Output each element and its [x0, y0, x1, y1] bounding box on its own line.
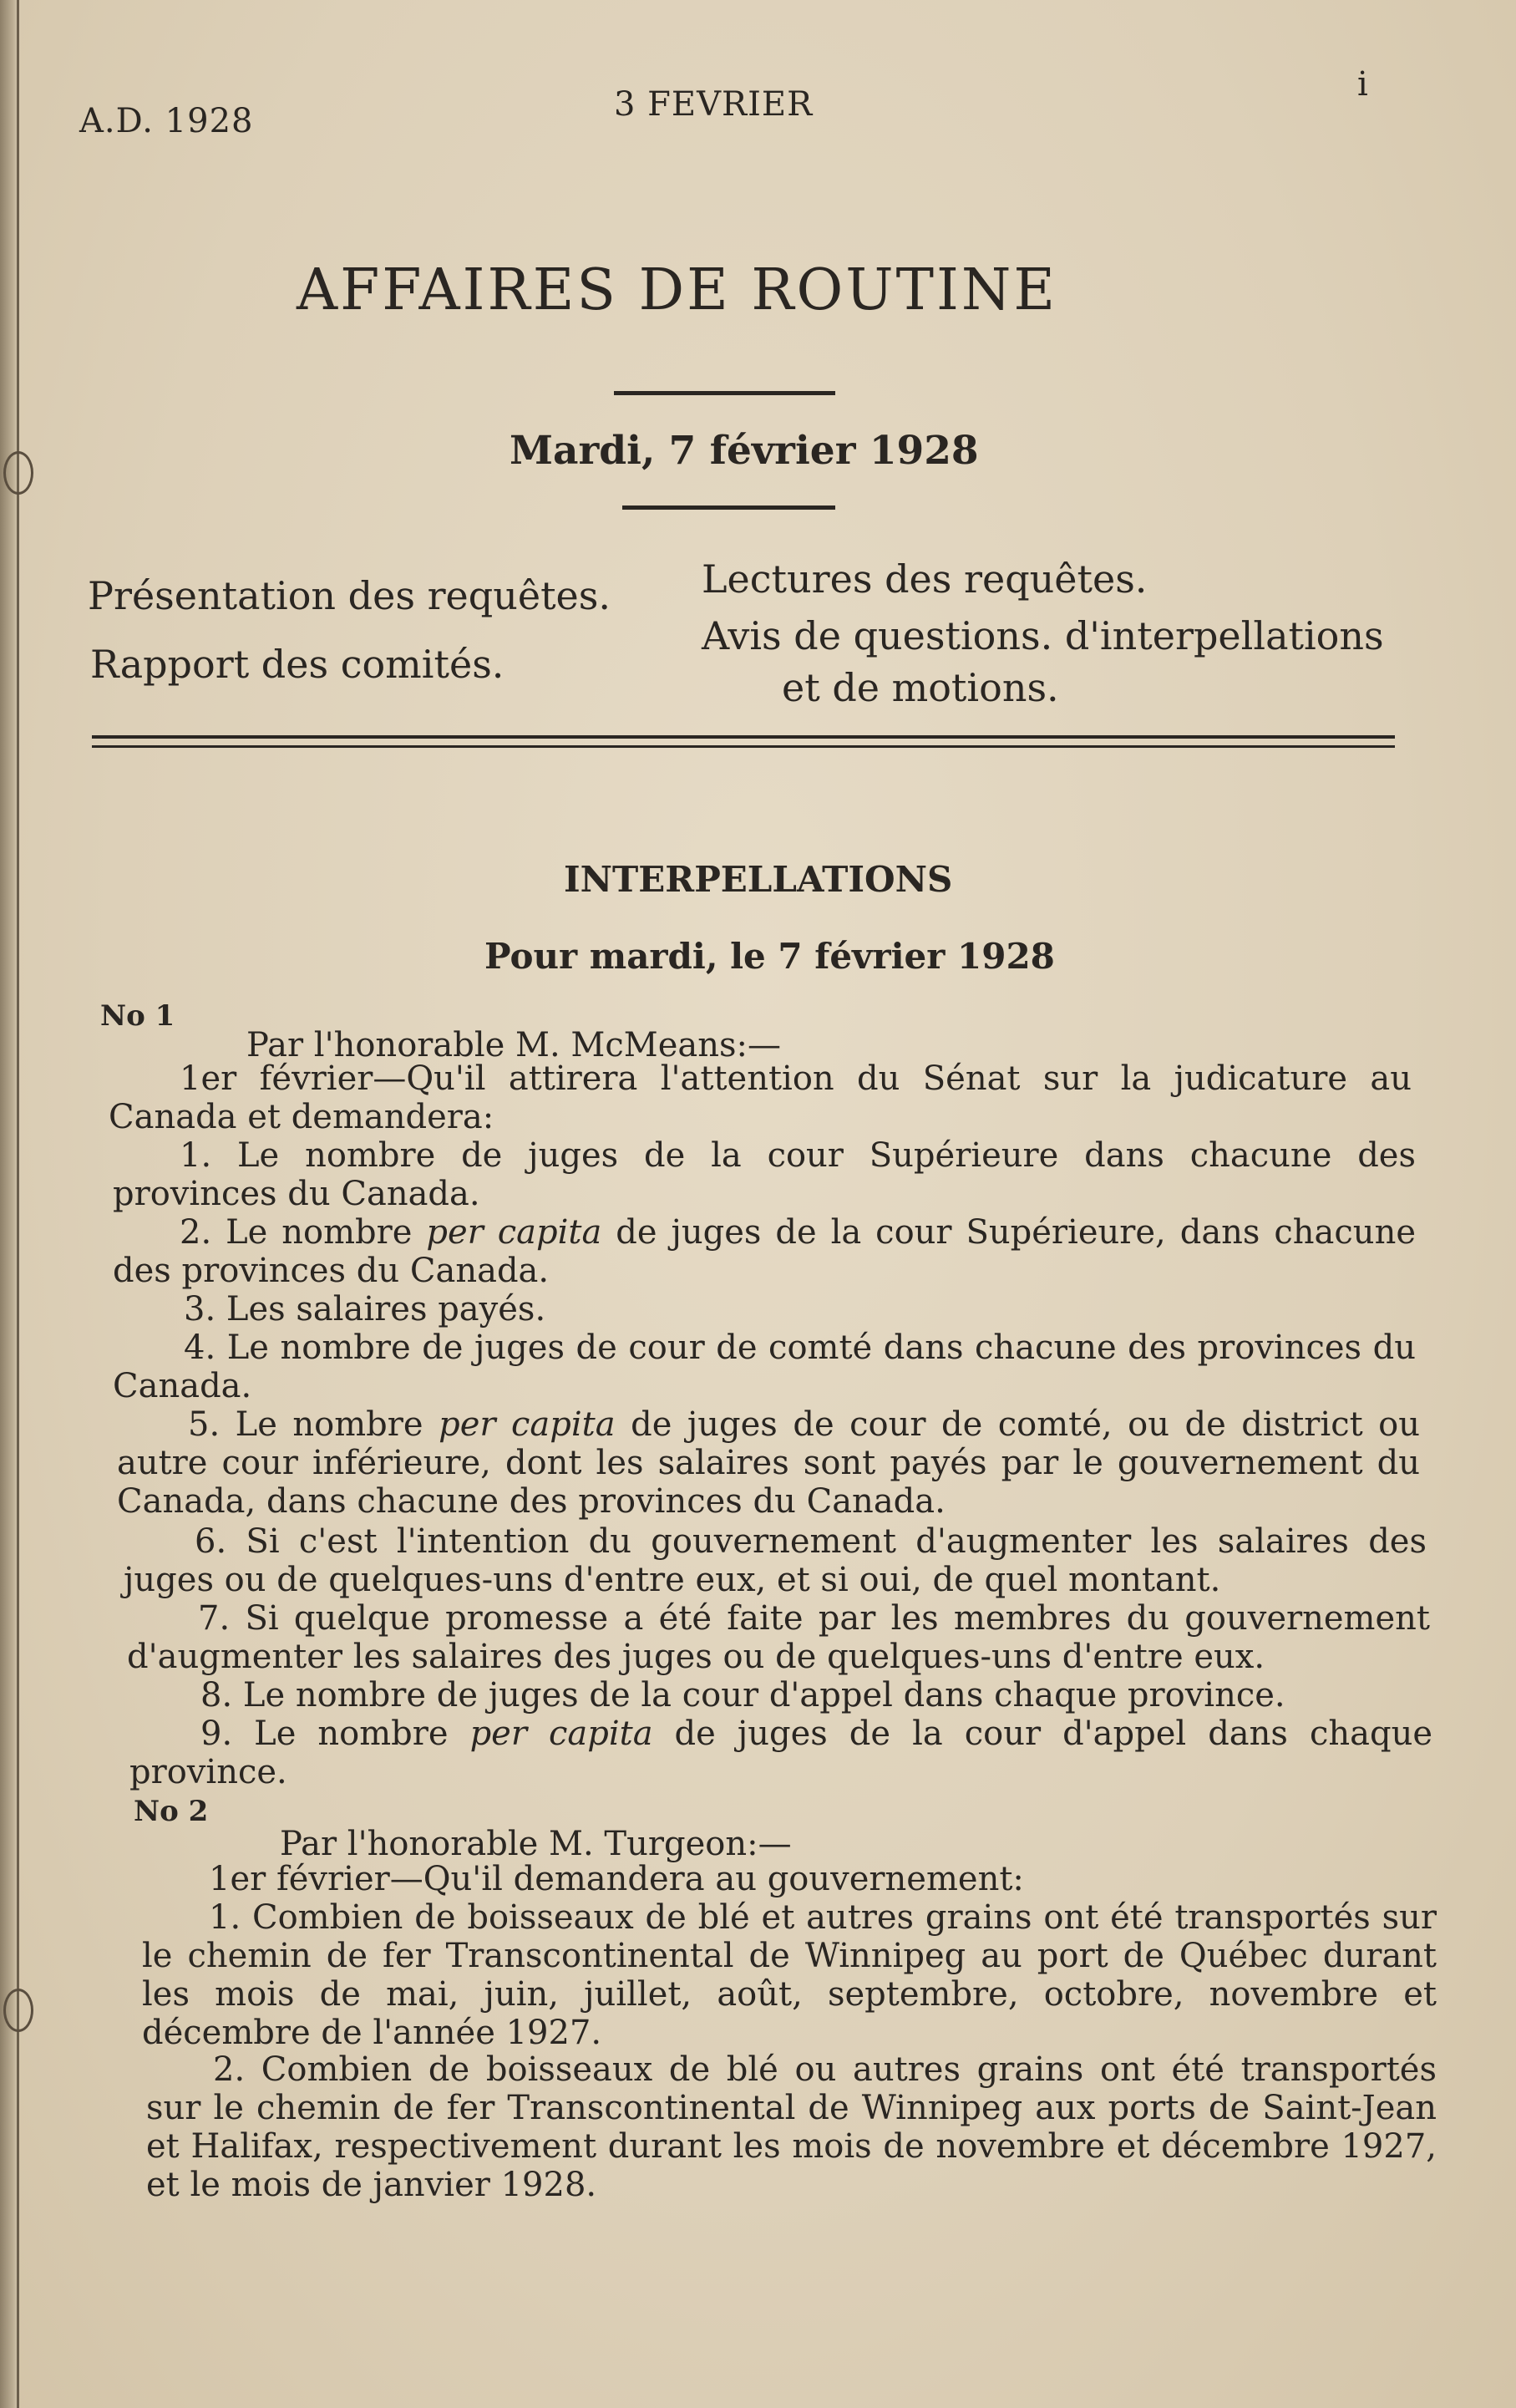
section-title: INTERPELLATIONS — [564, 859, 953, 900]
question-intro: 1er février—Qu'il attirera l'attention du Sénat sur la judicature au Canada et demandera: — [109, 1059, 1412, 1136]
question-item: 7. Si quelque promesse a été faite par les membres du gouvernement d'augmenter les salaires des juges ou de quelques-uns d'entre eux. — [127, 1599, 1430, 1676]
order-item: Présentation des requêtes. — [88, 573, 611, 618]
question-item: 3. Les salaires payés. — [184, 1290, 546, 1328]
question-author: Par l'honorable M. Turgeon:— — [280, 1825, 792, 1863]
question-number: No 2 — [134, 1795, 209, 1828]
section-subtitle: Pour mardi, le 7 février 1928 — [484, 936, 1055, 977]
header-date: 3 FEVRIER — [614, 85, 814, 124]
binding-hole — [3, 1989, 33, 2032]
question-item: 8. Le nombre de juges de la cour d'appel dans chaque province. — [200, 1676, 1285, 1715]
question-item: 5. Le nombre per capita de juges de cour de comté, ou de district ou autre cour inférieure, dont les salaires sont payés par le gouvernement du Canada, dans chacune des provinces du Canada. — [117, 1405, 1421, 1521]
question-item: 6. Si c'est l'intention du gouvernement d'augmenter les salaires des juges ou de quelques-uns d'entre eux, et si oui, de quel montant. — [124, 1522, 1427, 1599]
binding-edge — [17, 0, 19, 2408]
question-item: 2. Combien de boisseaux de blé ou autres grains ont été transportés sur le chemin de fer Transcontinental de Winnipeg aux ports de Saint-Jean et Halifax, respectivement durant les mois de novembre et décembre 1927, et le mois de janvier 1928. — [146, 2050, 1437, 2204]
page-title: AFFAIRES DE ROUTINE — [297, 257, 1057, 323]
question-item: 2. Le nombre per capita de juges de la cour Supérieure, dans chacune des provinces du Canada. — [113, 1213, 1417, 1290]
header-year: A.D. 1928 — [79, 102, 254, 140]
date-rule — [622, 505, 835, 510]
order-item: Avis de questions. d'interpellations — [702, 613, 1384, 658]
question-item: 1. Le nombre de juges de la cour Supérieure dans chacune des provinces du Canada. — [113, 1136, 1416, 1213]
question-item: 4. Le nombre de juges de cour de comté dans chacune des provinces du Canada. — [113, 1328, 1416, 1405]
question-number: No 1 — [100, 999, 175, 1033]
order-item: Lectures des requêtes. — [702, 556, 1148, 602]
page-number: i — [1357, 65, 1369, 104]
question-author: Par l'honorable M. McMeans:— — [246, 1026, 782, 1064]
question-intro: 1er février—Qu'il demandera au gouvernement: — [209, 1860, 1024, 1898]
double-rule-bottom — [92, 745, 1395, 748]
binding-hole — [3, 451, 33, 495]
question-item: 1. Combien de boisseaux de blé et autres grains ont été transportés sur le chemin de fer Transcontinental de Winnipeg au port de Québec durant les mois de mai, juin, juillet, août, septembre, octobre, novembre et décembre de l'année 1927. — [142, 1898, 1437, 2052]
double-rule-top — [92, 735, 1395, 739]
order-item: Rapport des comités. — [90, 642, 504, 687]
question-item: 9. Le nombre per capita de juges de la cour d'appel dans chaque province. — [129, 1715, 1432, 1791]
page-gutter — [0, 0, 18, 2408]
order-item-continued: et de motions. — [782, 665, 1059, 710]
sitting-date: Mardi, 7 février 1928 — [510, 428, 979, 474]
title-rule — [614, 391, 835, 395]
